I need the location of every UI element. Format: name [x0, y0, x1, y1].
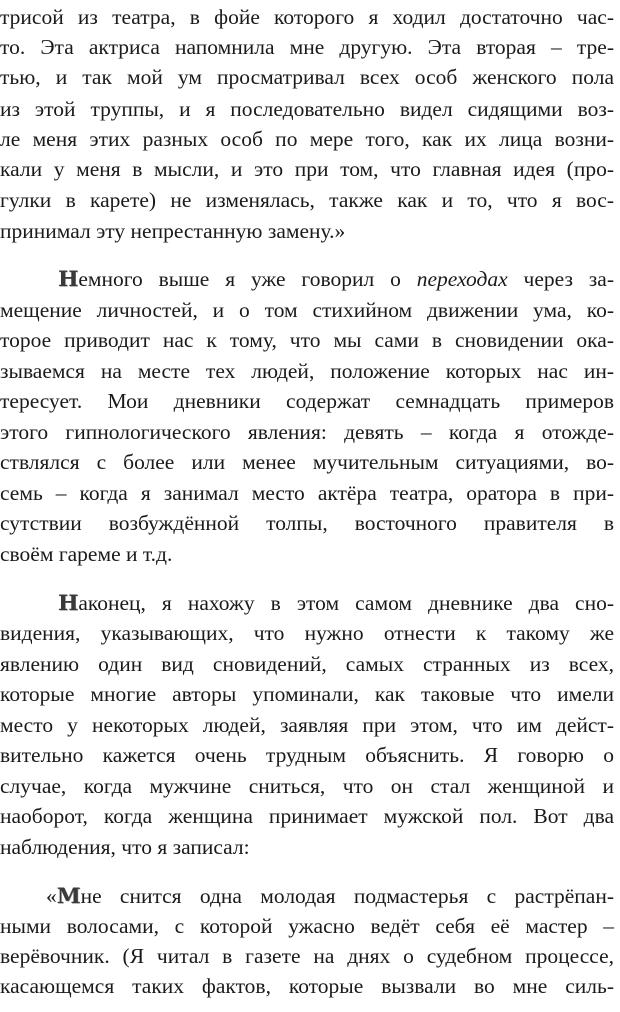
text-line-first: [46, 879, 614, 913]
text-line: верёвочник. (Я читал в газете на днях о судебном процессе,: [0, 944, 614, 968]
text-line-first: [58, 586, 614, 620]
text-line: видения, указывающих, что нужно отнести к такому же: [0, 621, 614, 645]
open-quote: «: [46, 884, 57, 908]
text-line: семь – когда я занимал место актёра театра, оратора в при-: [0, 481, 614, 505]
text-line: которые многие авторы упоминали, как таковые что имели: [0, 682, 614, 706]
text-line: вительно кажется очень трудным объяснить. Я говорю о: [0, 743, 614, 767]
text-line: то. Эта актриса напомнила мне другую. Эта вторая – тре-: [0, 35, 614, 59]
text-line: торое приводит нас к тому, что мы сами в сновидении ока-: [0, 328, 614, 352]
text-line: наоборот, когда женщина принимает мужской пол. Вот два: [0, 804, 614, 828]
drop-cap: Н: [58, 267, 79, 292]
text-line: кали у меня в мысли, и это при том, что главная идея (про-: [0, 157, 614, 181]
text-line: своём гареме и т.д.: [0, 542, 173, 566]
drop-cap: М: [56, 884, 81, 909]
drop-cap: Н: [58, 591, 79, 616]
text-span: через за-: [507, 267, 615, 291]
text-line-first: [58, 262, 614, 296]
text-span: аконец, я нахожу в этом самом дневнике два сно-: [78, 591, 614, 615]
text-span: емного выше я уже говорил о: [78, 267, 417, 291]
text-span: не снится одна молодая подмастерья с растрёпан-: [80, 884, 614, 908]
text-line: случае, когда мужчине сниться, что он стал женщиной и: [0, 774, 614, 798]
text-line: наблюдения, что я записал:: [0, 835, 250, 859]
text-line: гулки в карете) не изменялась, также как и то, что я вос-: [0, 188, 614, 212]
text-line: трисой из театра, в фойе которого я ходил достаточно час-: [0, 5, 614, 29]
text-line: из этой труппы, и я последовательно видел сидящими воз-: [0, 97, 614, 121]
text-line: принимал эту непрестанную замену.»: [0, 219, 346, 243]
text-line: тью, и так мой ум просматривал всех особ женского пола: [0, 65, 614, 89]
text-line: ными волосами, с которой ужасно ведёт себя её мастер –: [0, 914, 614, 938]
text-line: ствлялся с более или менее мучительным ситуациями, во-: [0, 450, 614, 474]
text-line: сутствии возбуждённой толпы, восточного правителя в: [0, 511, 614, 535]
text-line: мещение личностей, и о том стихийном движении ума, ко-: [0, 298, 614, 322]
text-line: тересует. Мои дневники содержат семнадцать примеров: [0, 389, 614, 413]
italic-term: переходах: [416, 267, 508, 291]
text-line: ле меня этих разных особ по мере того, как их лица возни-: [0, 127, 614, 151]
text-line: касающемся таких фактов, которые вызвали во мне силь-: [0, 974, 614, 998]
text-line: место у некоторых людей, заявляя при этом, что им дейст-: [0, 713, 614, 737]
text-line: этого гипнологического явления: девять – когда я отожде-: [0, 420, 614, 444]
text-line: явлению один вид сновидений, самых странных из всех,: [0, 652, 614, 676]
text-line: зываемся на месте тех людей, положение которых нас ин-: [0, 359, 614, 383]
